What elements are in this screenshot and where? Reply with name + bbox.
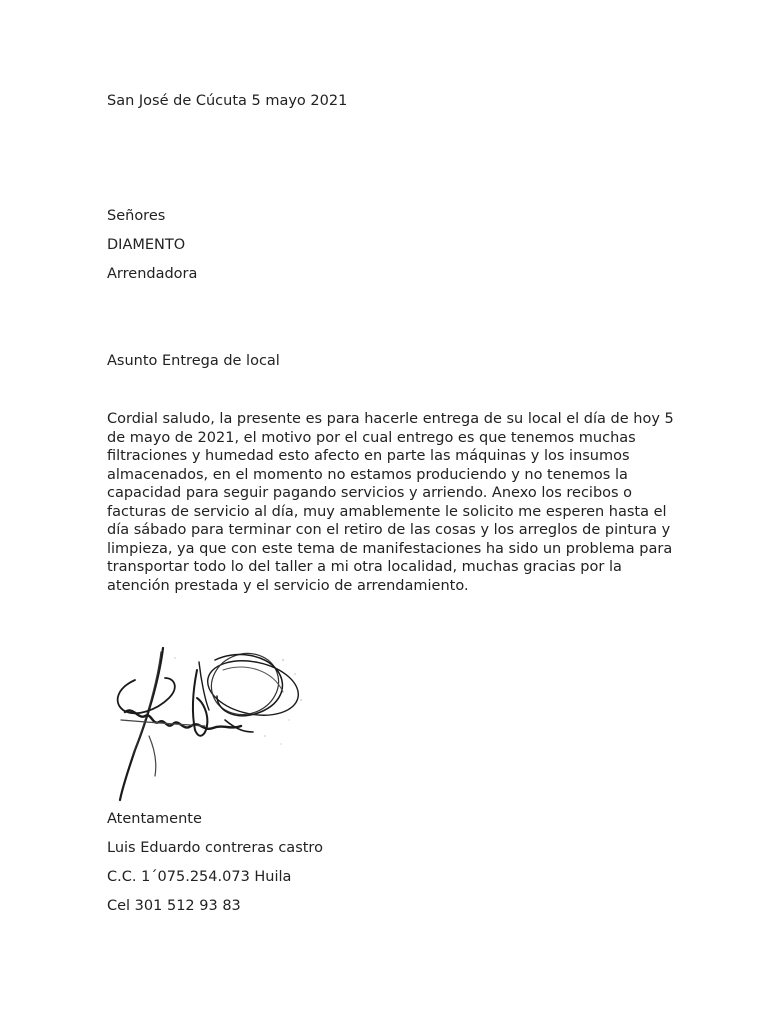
recipient-salutation: Señores: [107, 208, 166, 224]
body-line: Cordial saludo, la presente es para hacerle entrega de su local el día de hoy 5: [107, 411, 674, 427]
body-line: facturas de servicio al día, muy amablemente le solicito me esperen hasta el: [107, 503, 667, 520]
body-line: atención prestada y el servicio de arrendamiento.: [107, 577, 469, 594]
body-line: de mayo de 2021, el motivo por el cual entrego es que tenemos muchas: [107, 429, 636, 446]
date-line: San José de Cúcuta 5 mayo 2021: [107, 93, 348, 109]
body-paragraph: [107, 410, 674, 595]
body-line: filtraciones y humedad esto afecto en parte las máquinas y los insumos: [107, 448, 630, 464]
closing: Atentamente: [107, 811, 202, 827]
body-line: transportar todo lo del taller a mi otra localidad, muchas gracias por la: [107, 559, 622, 575]
body-line: limpieza, ya que con este tema de manifestaciones ha sido un problema para: [107, 540, 673, 557]
subject-line: Asunto Entrega de local: [107, 353, 280, 369]
body-line: capacidad para seguir pagando servicios y arriendo. Anexo los recibos o: [107, 485, 633, 501]
body-line: almacenados, en el momento no estamos produciendo y no tenemos la: [107, 466, 628, 483]
recipient-role: Arrendadora: [107, 266, 198, 282]
signer-phone: Cel 301 512 93 83: [107, 898, 241, 914]
handwritten-signature: [105, 640, 310, 805]
recipient-company: DIAMENTO: [107, 237, 186, 253]
signer-id: C.C. 1´075.254.073 Huila: [107, 869, 292, 885]
body-line: día sábado para terminar con el retiro de las cosas y los arreglos de pintura y: [107, 522, 671, 538]
signer-name: Luis Eduardo contreras castro: [107, 840, 323, 856]
